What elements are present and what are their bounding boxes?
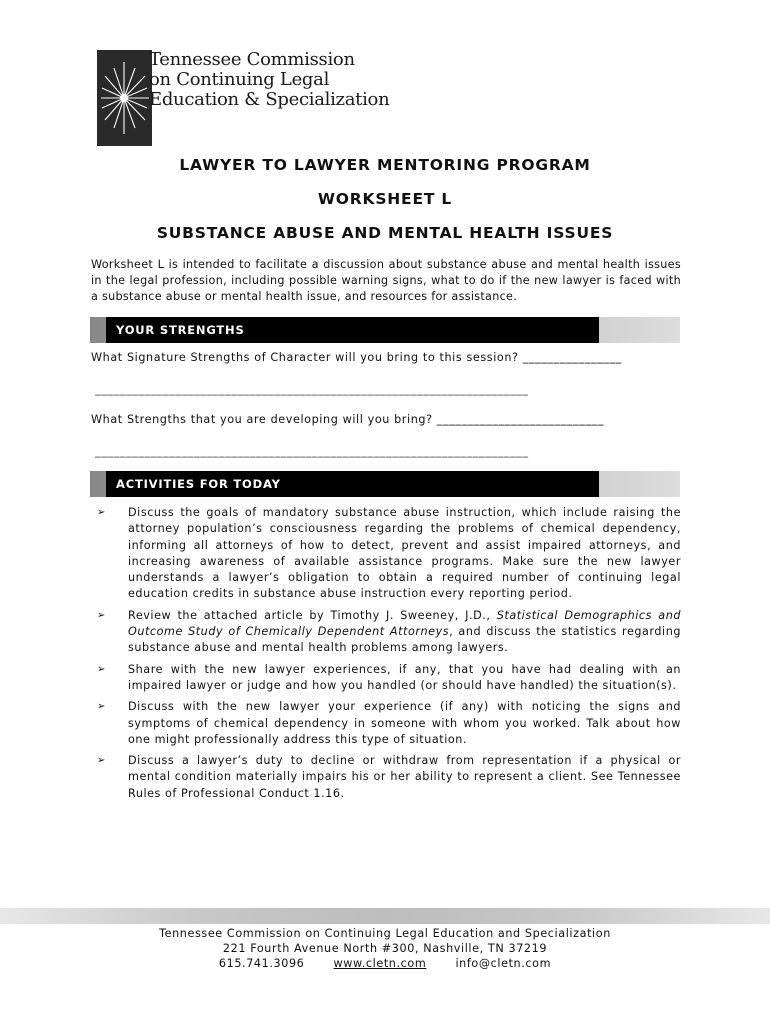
strengths-question-1: What Signature Strengths of Character will you bring to this session? ________________ (91, 351, 622, 364)
list-item (91, 753, 681, 802)
footer-org: Tennessee Commission on Continuing Legal Education and Specialization (159, 927, 611, 940)
arrow-bullet-icon: ➢ (97, 507, 106, 518)
section-heading-activities: ACTIVITIES FOR TODAY (106, 471, 599, 497)
strengths-question-2: What Strengths that you are developing will you bring? ___________________________ (91, 413, 605, 426)
document-title: LAWYER TO LAWYER MENTORING PROGRAM (179, 156, 591, 174)
list-item (91, 608, 681, 657)
footer-email: info@cletn.com (455, 957, 552, 970)
footer-contact (0, 957, 770, 970)
logo-line-3: Education & Specialization (149, 89, 390, 110)
logo-line-2: on Continuing Legal (149, 69, 330, 90)
logo-line-1: Tennessee Commission (149, 49, 355, 70)
footer-phone: 615.741.3096 (218, 957, 305, 970)
activities-list (91, 505, 681, 807)
section-band-activities (90, 471, 680, 497)
arrow-bullet-icon: ➢ (97, 609, 106, 621)
article-title: Statistical Demographics and Outcome Study of Chemically Dependent Attorneys (128, 608, 681, 639)
starburst-logo-icon (97, 50, 152, 146)
logo-text (149, 50, 389, 110)
activity-text-3: Share with the new lawyer experiences, if any, that you have had dealing with an impaired lawyer or judge and how you handled (or should have handled) the situation(s). (128, 662, 681, 692)
list-item (91, 662, 681, 695)
website-link[interactable]: www.cletn.com (333, 957, 427, 970)
activity-text-2-intro: Review the attached article by Timothy J. Sweeney, J.D., (128, 608, 497, 622)
activity-text-4: Discuss with the new lawyer your experience (if any) with noticing the signs and symptoms of chemical dependency in someone with whom you worked. Talk about how one might professionally address this type of situation. (128, 700, 681, 746)
list-item (91, 505, 681, 603)
activity-text-2 (128, 609, 681, 655)
section-heading-strengths: YOUR STRENGTHS (106, 317, 599, 343)
footer-address: 221 Fourth Avenue North #300, Nashville, TN 37219 (222, 942, 548, 955)
arrow-bullet-icon: ➢ (97, 755, 106, 767)
arrow-bullet-icon: ➢ (97, 663, 106, 675)
activity-text-5: Discuss a lawyer’s duty to decline or withdraw from representation if a physical or mental condition materially impairs his or her ability to represent a client. See Tennessee Rules of Professional Conduct 1.16. (128, 754, 681, 800)
activity-text-2-rest: , and discuss the statistics regarding substance abuse and mental health problems among lawyers. (128, 625, 681, 655)
arrow-bullet-icon: ➢ (97, 701, 106, 713)
section-band-strengths (90, 317, 680, 343)
footer-divider (0, 908, 770, 924)
answer-line-2: ______________________________________________________________________ (95, 445, 529, 458)
document-subtitle: SUBSTANCE ABUSE AND MENTAL HEALTH ISSUES (156, 224, 614, 242)
intro-paragraph: Worksheet L is intended to facilitate a discussion about substance abuse and mental health issues in the legal profession, including possible warning signs, what to do if the new lawyer is faced with a substance abuse or mental health issue, and resources for assistance. (91, 258, 681, 303)
answer-line-1: ______________________________________________________________________ (95, 383, 529, 396)
list-item (91, 699, 681, 748)
activity-text-1: Discuss the goals of mandatory substance abuse instruction, which include raising the attorney population’s consciousness regarding the problems of chemical dependency, informing all attorneys of how to detect, prevent and assist impaired attorneys, and increasing awareness of available assistance programs. Make sure the new lawyer understands a lawyer’s obligation to obtain a required number of continuing legal education credits in substance abuse instruction every reporting period. (128, 506, 681, 601)
logo (97, 49, 390, 146)
worksheet-label: WORKSHEET L (317, 190, 453, 208)
